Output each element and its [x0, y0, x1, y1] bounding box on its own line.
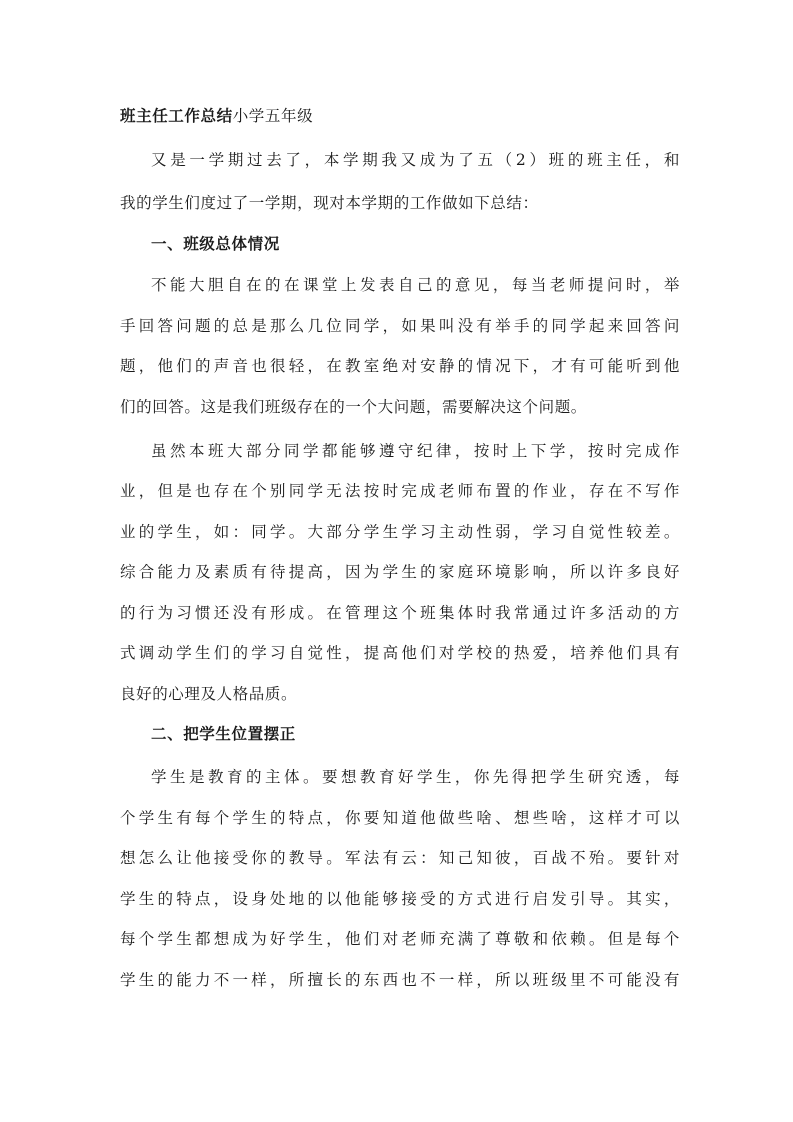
intro-line: 又是一学期过去了，本学期我又成为了五（2）班的班主任，和: [151, 151, 680, 169]
title-normal-part: 小学五年级: [232, 107, 314, 125]
intro-line: 我的学生们度过了一学期，现对本学期的工作做如下总结：: [120, 194, 539, 212]
paragraph-line: 每个学生都想成为好学生，他们对老师充满了尊敬和依赖。但是每个: [120, 930, 680, 948]
paragraph-line: 学生的能力不一样，所擅长的东西也不一样，所以班级里不可能没有: [120, 971, 680, 989]
paragraph-line: 个学生有每个学生的特点，你要知道他做些啥、想些啥，这样才可以: [120, 809, 680, 827]
paragraph-line: 综合能力及素质有待提高，因为学生的家庭环境影响，所以许多良好: [120, 563, 680, 581]
paragraph-line: 们的回答。这是我们班级存在的一个大问题，需要解决这个问题。: [120, 398, 587, 416]
paragraph-line: 业，但是也存在个别同学无法按时完成老师布置的作业，存在不写作: [120, 482, 680, 500]
title-bold-part: 班主任工作总结: [120, 107, 233, 125]
paragraph-line: 手回答问题的总是那么几位同学，如果叫没有举手的同学起来回答问: [120, 317, 680, 335]
paragraph-line: 式调动学生们的学习自觉性，提高他们对学校的热爱，培养他们具有: [120, 644, 680, 662]
paragraph-line: 业的学生，如：同学。大部分学生学习主动性弱，学习自觉性较差。: [120, 523, 680, 541]
paragraph-line: 想怎么让他接受你的教导。军法有云：知己知彼，百战不殆。要针对: [120, 849, 680, 867]
paragraph-line: 良好的心理及人格品质。: [120, 685, 298, 703]
paragraph-line: 题，他们的声音也很轻，在教室绝对安静的情况下，才有可能听到他: [120, 357, 680, 375]
paragraph-line: 的行为习惯还没有形成。在管理这个班集体时我常通过许多活动的方: [120, 604, 680, 622]
section-heading: 一、班级总体情况: [151, 235, 280, 253]
paragraph-line: 学生的特点，设身处地的以他能够接受的方式进行启发引导。其实，: [120, 890, 680, 908]
document-title: [120, 106, 313, 126]
paragraph-line: 不能大胆自在的在课堂上发表自己的意见，每当老师提问时，举: [151, 276, 680, 294]
paragraph-line: 虽然本班大部分同学都能够遵守纪律，按时上下学，按时完成作: [151, 442, 680, 460]
section-heading: 二、把学生位置摆正: [151, 725, 296, 743]
paragraph-line: 学生是教育的主体。要想教育好学生，你先得把学生研究透，每: [151, 768, 680, 786]
